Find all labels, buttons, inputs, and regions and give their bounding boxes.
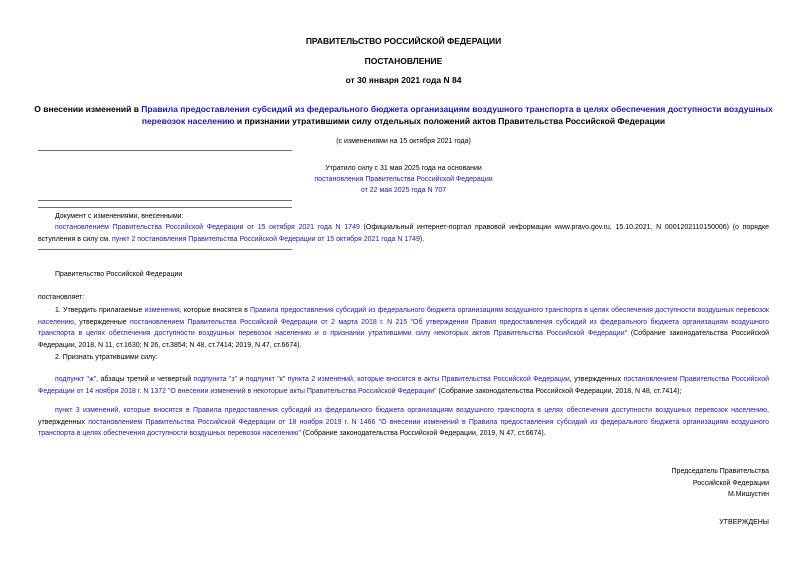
signature-block [672, 466, 769, 501]
title-prefix: О внесении изменений в [34, 104, 142, 114]
p3-subpoint-k-link[interactable]: подпункт "к" пункта 2 изменений, которые вносятся в акты Правительства Российской Федерации [245, 376, 570, 383]
p1-changes-link[interactable]: изменения [144, 307, 180, 314]
p1-text: (Собрание законодательства Российской Федерации, 2018, N 11, ст.1630; N 26, ст.3854; N 48, ст.7414; 2019, N 47, ст.6674). [38, 330, 770, 349]
divider [38, 150, 292, 151]
signature-title: Председатель Правительства [671, 468, 769, 475]
paragraph-3 [38, 374, 769, 397]
lost-force-link-date[interactable]: от 22 мая 2025 года N 707 [360, 187, 447, 194]
lost-force-link[interactable]: постановления Правительства Российской Федерации [314, 176, 493, 183]
amend-link-1749[interactable]: постановлением Правительства Российской Федерации от 15 октября 2021 года N 1749 [55, 224, 360, 231]
divider [38, 207, 292, 208]
paragraph-4 [38, 405, 769, 440]
amend-label: Документ с изменениями, внесенными: [55, 213, 184, 220]
p3-subpoint-zh-link[interactable]: подпункт "ж" [55, 376, 97, 383]
p1-text: , которые вносятся в [179, 307, 251, 314]
divider [38, 249, 292, 250]
paragraph-1 [38, 305, 769, 351]
signature-name: М.Мишустин [727, 491, 769, 498]
p3-subpoint-z-link[interactable]: подпункта "з" [193, 376, 238, 383]
changes-note: (с изменениями на 15 октября 2021 года) [336, 138, 471, 145]
signature-country: Российской Федерации [692, 479, 769, 487]
government-heading: ПРАВИТЕЛЬСТВО РОССИЙСКОЙ ФЕДЕРАЦИИ [305, 36, 502, 46]
lost-force-line: Утратило силу с 31 мая 2025 года на основании [325, 165, 482, 172]
p1-rules-link[interactable]: Правила предоставления субсидий из федерального бюджета организациям воздушного транспорта в целях обеспечения доступности воздушных перевозок населению [38, 307, 769, 326]
amend-paragraph [38, 222, 769, 245]
issuer: Правительство Российской Федерации [55, 271, 183, 278]
p1-text: , утвержденные [73, 318, 131, 326]
p1-text: 1. Утвердить прилагаемые [55, 307, 145, 314]
p4-decree-1466-link[interactable]: постановлением Правительства Российской Федерации от 18 ноября 2019 г. N 1466 "О внесении изменений в Правила предоставления субсидий из федерального бюджета организациям воздушного транспорта в целях обеспечения доступности воздушных перевозок населению" [38, 418, 770, 437]
title-suffix: и признании утратившими силу отдельных положений актов Правительства Российской Федерации [234, 116, 666, 126]
p4-text: (Собрание законодательства Российской Федерации, 2019, N 47, ст.6674). [300, 430, 546, 437]
p3-text: (Собрание законодательства Российской Федерации, 2018, N 48, ст.7414); [436, 387, 682, 395]
amend-text-end: ). [419, 235, 425, 243]
amend-text: (Официальный интернет-портал правовой информации www.pravo.gov.ru, 15.10.2021, N 0001202110150006) (о порядке вступления в силу см. [38, 224, 770, 243]
document-type: ПОСТАНОВЛЕНИЕ [364, 56, 443, 66]
title-rules-link[interactable]: Правила предоставления субсидий из федерального бюджета организациям воздушного транспорта в целях обеспечения доступности воздушных перевозок населению [141, 104, 773, 126]
p1-decree-215-link[interactable]: постановлением Правительства Российской Федерации от 2 марта 2018 г. N 215 "Об утверждении Правил предоставления субсидий из федерального бюджета организациям воздушного транспорта в целях обеспечения доступности воздушных перевозок населению и о признании утратившими силу некоторых актов Правительства Российской Федерации" [38, 318, 769, 337]
p3-text: и [237, 376, 246, 383]
decrees: постановляет: [38, 294, 85, 301]
approved-label: УТВЕРЖДЕНЫ [719, 519, 769, 526]
paragraph-2: 2. Признать утратившими силу: [55, 354, 158, 361]
p4-point3-link[interactable]: пункт 3 изменений, которые вносятся в Правила предоставления субсидий из федерального бюджета организациям воздушного транспорта в целях обеспечения доступности воздушных перевозок населению [55, 407, 768, 414]
p4-text: , утвержденных [38, 407, 769, 426]
p3-decree-1372-link[interactable]: постановлением Правительства Российской Федерации от 14 ноября 2018 г. N 1372 "О внесении изменений в некоторые акты Правительства Российской Федерации" [38, 376, 769, 395]
document-date-number: от 30 января 2021 года N 84 [345, 75, 462, 85]
p3-text: , абзацы третий и четвертый [96, 376, 194, 383]
document-title [30, 103, 777, 127]
divider [38, 200, 292, 201]
p3-text: , утвержденных [569, 376, 624, 383]
amend-link-point2[interactable]: пункт 2 постановления Правительства Российской Федерации от 15 октября 2021 года N 1749 [112, 235, 420, 243]
